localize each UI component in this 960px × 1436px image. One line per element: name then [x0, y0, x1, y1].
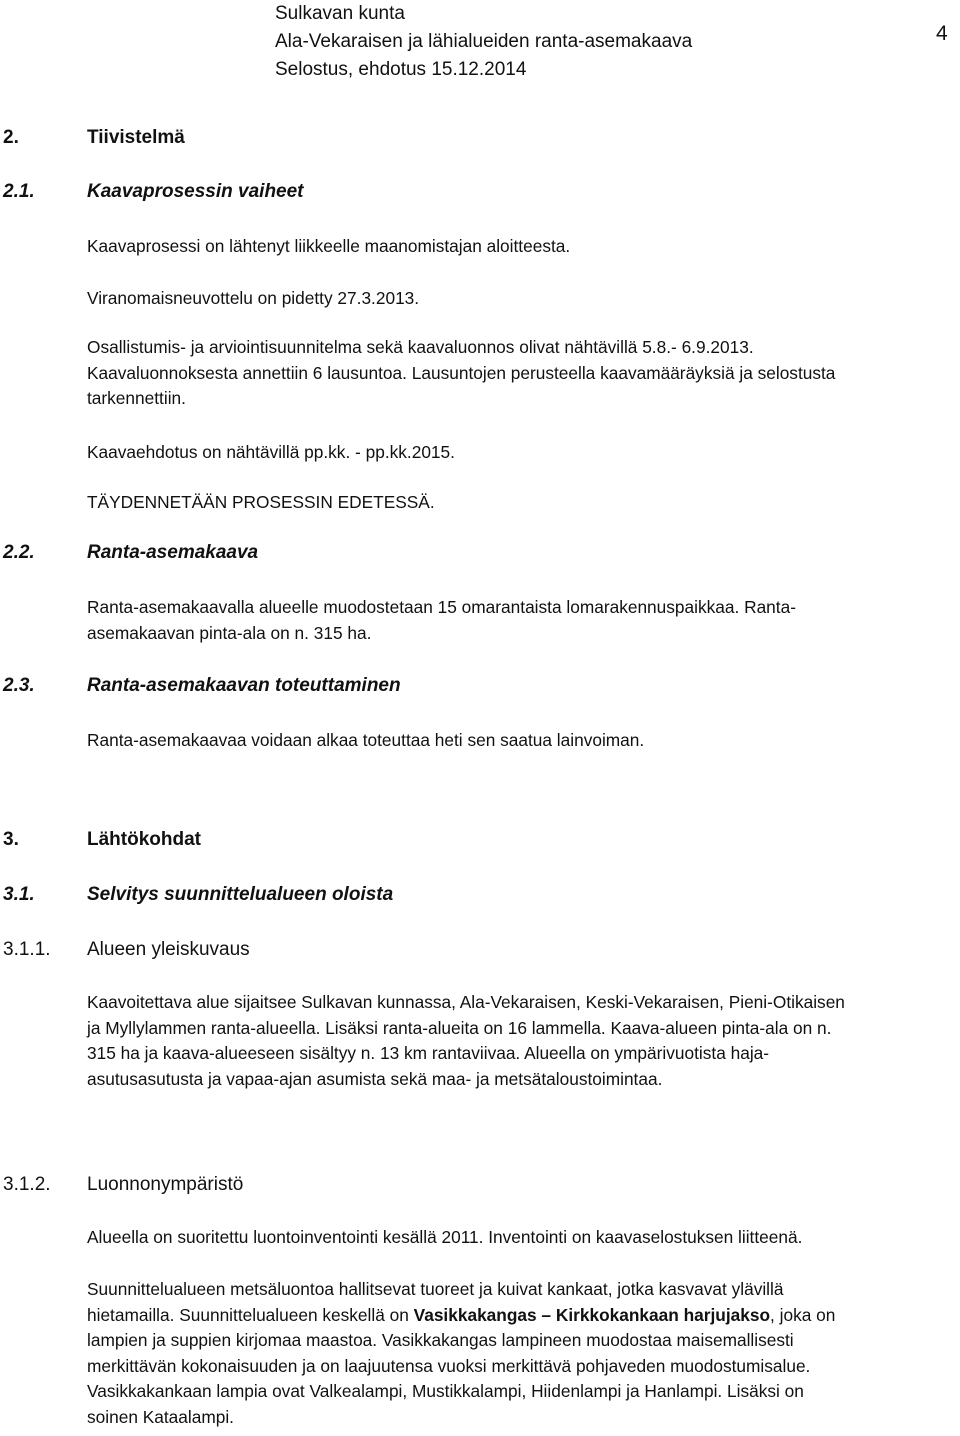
page-header	[275, 0, 692, 84]
highlighted-landscape-name: Vasikkakangas – Kirkkokankaan harjujakso	[413, 1304, 771, 1325]
header-plan-name: Ala-Vekaraisen ja lähialueiden ranta-asemakaava	[275, 31, 693, 52]
header-municipality: Sulkavan kunta	[275, 3, 405, 24]
page-number: 4	[936, 22, 948, 45]
header-document-version: Selostus, ehdotus 15.12.2014	[275, 59, 527, 80]
